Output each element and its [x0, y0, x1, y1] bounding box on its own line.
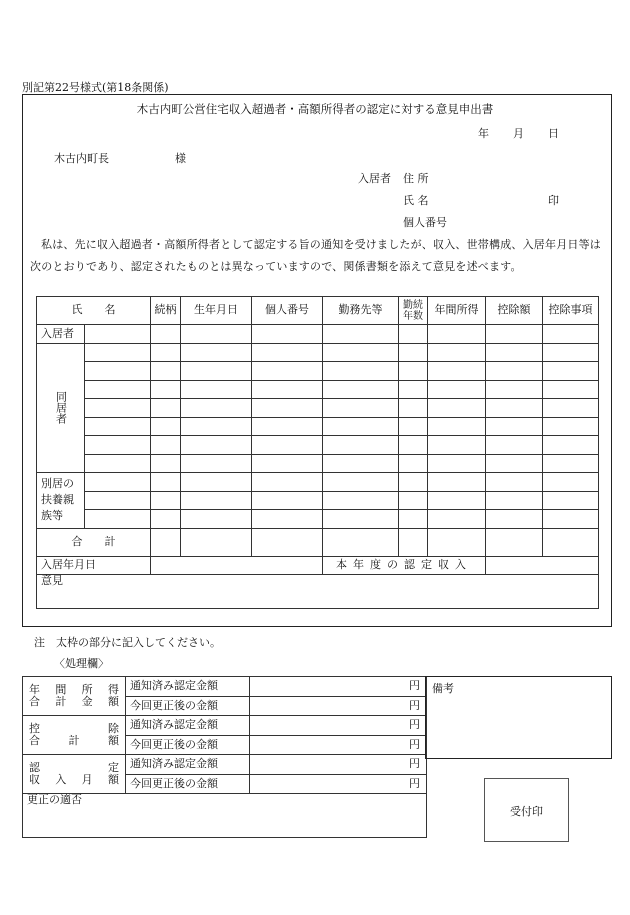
certified-income-field[interactable] — [486, 556, 599, 575]
header-name: 氏 名 — [37, 297, 151, 325]
table-row[interactable] — [37, 343, 599, 362]
notified-amount-label: 通知済み認定金額 — [126, 716, 250, 736]
header-workplace: 勤務先等 — [323, 297, 399, 325]
table-row[interactable] — [37, 491, 599, 510]
correction-row[interactable] — [23, 794, 427, 838]
header-relation: 続柄 — [151, 297, 181, 325]
addressee-honorific: 様 — [175, 152, 186, 165]
table-row[interactable]: 控 除 合 計 額 通知済み認定金額 円 — [23, 716, 427, 736]
opinion-row[interactable] — [37, 575, 599, 609]
deduction-total-label: 控 除 — [29, 721, 119, 735]
opinion-label: 意見 — [41, 574, 63, 587]
form-title: 木古内町公営住宅収入超過者・高額所得者の認定に対する意見申出書 — [136, 102, 494, 116]
header-annual-income: 年間所得 — [428, 297, 486, 325]
correction-field[interactable] — [23, 794, 427, 838]
move-in-row[interactable] — [37, 556, 599, 575]
yen-unit[interactable]: 円 — [250, 716, 427, 736]
header-deduction-amount: 控除額 — [486, 297, 543, 325]
remarks-box[interactable] — [425, 676, 612, 759]
body-text: 私は、先に収入超過者・高額所得者として認定する旨の通知を受けましたが、収入、世帯構成、入居年月日等は次のとおりであり、認定されたものとは異なっていますので、関係書類を添えて意見を述べます。 — [30, 238, 601, 273]
opinion-field[interactable] — [37, 575, 599, 609]
move-in-date-field[interactable] — [151, 556, 323, 575]
table-row[interactable] — [37, 510, 599, 529]
certified-monthly-income-label: 認 定 — [29, 760, 119, 774]
table-row[interactable]: 年 間 所 得 合 計 金 額 通知済み認定金額 円 — [23, 677, 427, 697]
total-row[interactable] — [37, 528, 599, 556]
applicant-label: 入居者 — [358, 172, 391, 185]
yen-unit[interactable]: 円 — [250, 677, 427, 697]
date-month: 月 — [513, 127, 524, 140]
seal-mark: 印 — [548, 194, 559, 207]
yen-unit[interactable]: 円 — [250, 755, 427, 775]
table-row[interactable] — [37, 399, 599, 418]
date-day: 日 — [548, 127, 559, 140]
correction-label: 更正の適否 — [27, 793, 82, 806]
addressee: 木古内町長 — [54, 152, 109, 165]
table-row[interactable] — [37, 417, 599, 436]
form-number: 別記第22号様式(第18条関係) — [22, 81, 169, 94]
yen-unit[interactable]: 円 — [250, 696, 427, 716]
name-label[interactable]: 氏 名 — [403, 194, 429, 207]
table-row[interactable]: 認 定 収 入 月 額 通知済み認定金額 円 — [23, 755, 427, 775]
corrected-amount-label: 今回更正後の金額 — [126, 735, 250, 755]
table-row[interactable] — [37, 325, 599, 344]
fill-in-note: 注 太枠の部分に記入してください。 — [34, 636, 221, 649]
remarks-label: 備考 — [432, 682, 454, 695]
reception-stamp-label: 受付印 — [510, 805, 543, 818]
resident-label: 入居者 — [37, 325, 85, 344]
cohabitant-label: 同居者 — [54, 391, 68, 425]
notified-amount-label: 通知済み認定金額 — [126, 677, 250, 697]
address-label[interactable]: 住 所 — [403, 172, 429, 185]
header-id-number: 個人番号 — [252, 297, 323, 325]
total-label: 合 計 — [37, 528, 151, 556]
table-row[interactable] — [37, 362, 599, 381]
table-row[interactable] — [37, 436, 599, 455]
reception-stamp-box — [484, 778, 569, 842]
yen-unit[interactable]: 円 — [250, 735, 427, 755]
id-number-label[interactable]: 個人番号 — [403, 216, 447, 229]
income-total-label: 年 間 所 得 — [29, 682, 119, 696]
header-deduction-items: 控除事項 — [543, 297, 599, 325]
yen-unit[interactable]: 円 — [250, 774, 427, 794]
notified-amount-label: 通知済み認定金額 — [126, 755, 250, 775]
header-years-employed: 勤続年数 — [399, 297, 428, 325]
processing-heading: 〈処理欄〉 — [54, 657, 109, 670]
household-table — [36, 296, 599, 609]
table-row[interactable] — [37, 473, 599, 492]
corrected-amount-label: 今回更正後の金額 — [126, 696, 250, 716]
header-birthdate: 生年月日 — [181, 297, 252, 325]
separate-dependents-label: 別居の扶養親族等 — [41, 477, 74, 523]
table-row[interactable] — [37, 380, 599, 399]
table-row[interactable] — [37, 454, 599, 473]
date-year: 年 — [478, 127, 489, 140]
corrected-amount-label: 今回更正後の金額 — [126, 774, 250, 794]
certified-income-label: 本年度の認定収入 — [323, 556, 486, 575]
move-in-date-label: 入居年月日 — [37, 556, 151, 575]
processing-table — [22, 676, 427, 838]
